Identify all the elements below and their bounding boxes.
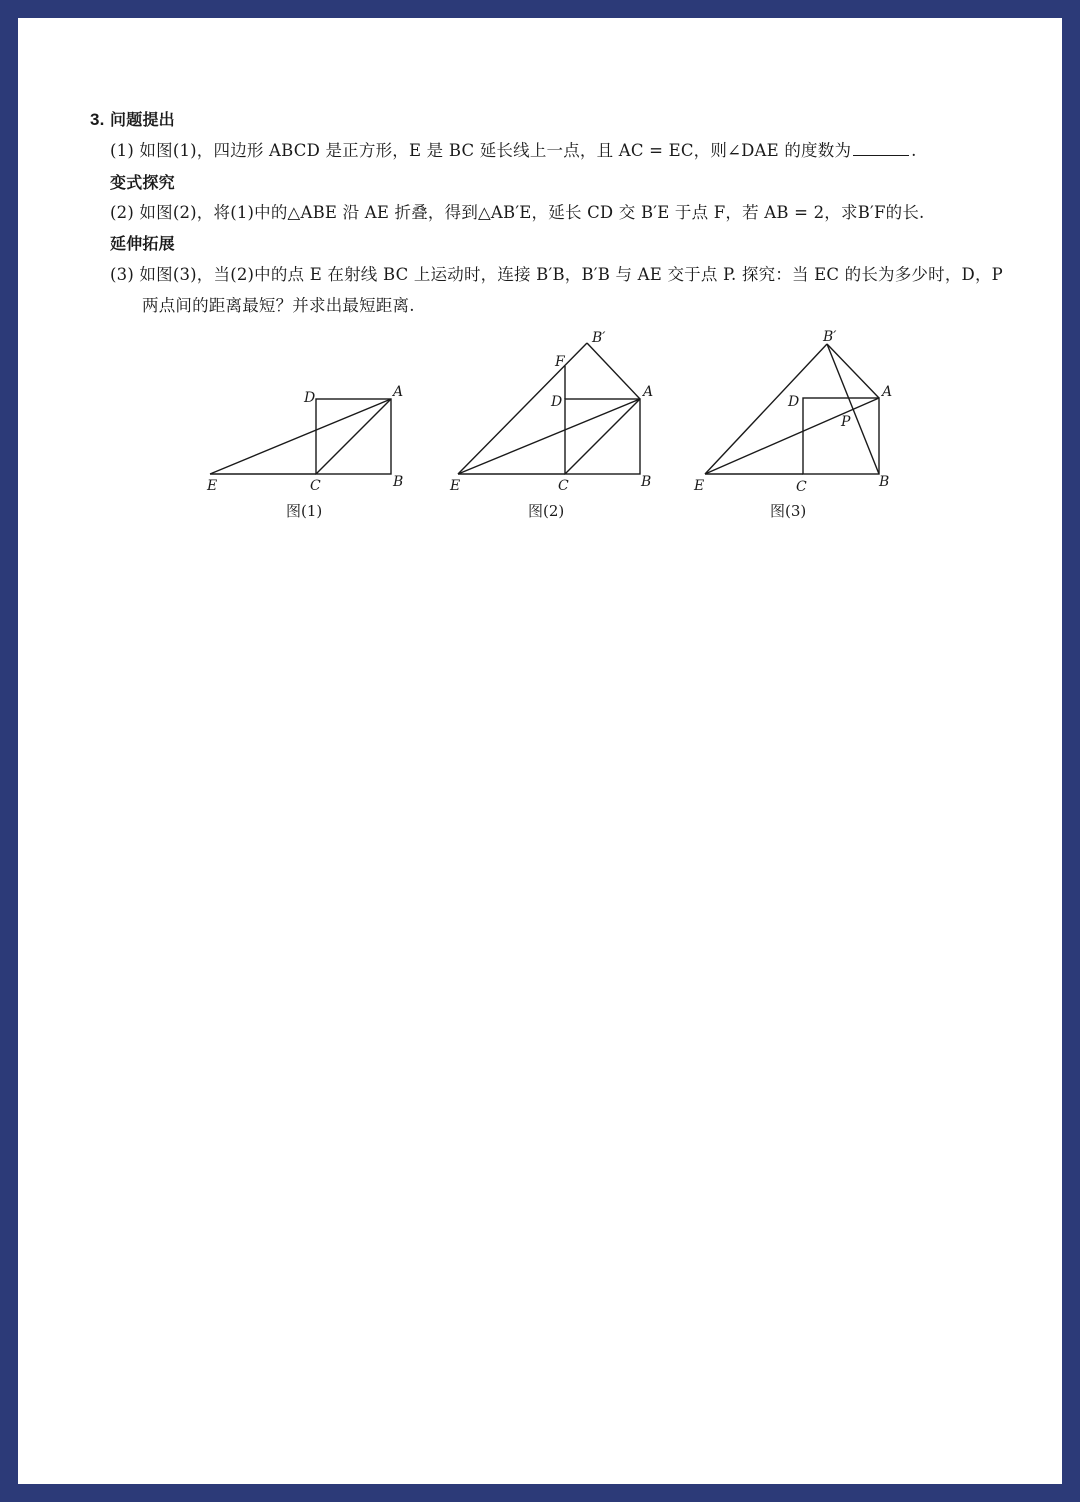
fig2-label-B1: B′	[592, 330, 606, 346]
figure-2	[449, 330, 653, 520]
fig3-square	[803, 398, 879, 474]
fig3-line-EB1	[705, 344, 827, 474]
fig1-line-CA	[316, 399, 391, 474]
part2-text: (2) 如图(2)，将(1)中的△ABE 沿 AE 折叠，得到△AB′E，延长 CD 交 B′E 于点 F，若 AB = 2，求B′F的长.	[110, 203, 925, 222]
fig2-line-CA	[565, 399, 640, 474]
part1-text: (1) 如图(1)，四边形 ABCD 是正方形，E 是 BC 延长线上一点，且 AC = EC，则∠DAE 的度数为 .	[110, 141, 917, 160]
fig2-label-E: E	[450, 478, 461, 494]
part3-text-line2: 两点间的距离最短？并求出最短距离.	[142, 296, 415, 315]
figures-svg	[18, 18, 1062, 538]
problem-heading-line: 3. 问题提出	[90, 110, 175, 129]
fig3-caption: 图(3)	[770, 502, 807, 520]
fig1-line-EA	[210, 399, 391, 474]
figure-3	[693, 329, 892, 520]
section2-heading: 变式探究	[110, 173, 175, 192]
fig3-line-B1A	[827, 344, 879, 398]
fig1-label-C: C	[310, 478, 321, 494]
worksheet-page	[18, 18, 1062, 1484]
fig2-line-EB1	[458, 343, 587, 474]
problem-number: 3	[90, 110, 100, 129]
fig3-label-C: C	[796, 479, 807, 495]
fig1-caption: 图(1)	[286, 502, 323, 520]
part3-text-line1: (3) 如图(3)，当(2)中的点 E 在射线 BC 上运动时，连接 B′B，B′B 与 AE 交于点 P. 探究：当 EC 的长为多少时，D，P	[110, 265, 1003, 284]
fig3-label-B1: B′	[823, 329, 837, 345]
fig2-caption: 图(2)	[528, 502, 565, 520]
fig2-label-C: C	[558, 478, 569, 494]
fig2-line-B1A	[587, 343, 640, 399]
fig2-line-EA	[458, 399, 640, 474]
problem-heading: 问题提出	[110, 110, 175, 129]
fig1-label-D: D	[304, 390, 316, 406]
fig2-label-A: A	[643, 384, 654, 400]
part1-question: (1) 如图(1)，四边形 ABCD 是正方形，E 是 BC 延长线上一点，且 AC = EC，则∠DAE 的度数为	[110, 141, 852, 160]
fig1-label-B: B	[393, 474, 404, 490]
fig3-label-P: P	[841, 414, 851, 430]
fig3-line-B1B	[827, 344, 879, 474]
fig2-label-F: F	[555, 354, 565, 370]
fig2-label-B: B	[641, 474, 652, 490]
fig3-label-A: A	[882, 384, 893, 400]
fig3-label-E: E	[694, 478, 705, 494]
fig3-label-D: D	[788, 394, 800, 410]
figure-1	[206, 384, 403, 520]
fig3-label-B: B	[879, 474, 890, 490]
section3-heading: 延伸拓展	[110, 234, 175, 253]
fig1-label-A: A	[393, 384, 404, 400]
fig1-label-E: E	[207, 478, 218, 494]
fig2-label-D: D	[551, 394, 563, 410]
